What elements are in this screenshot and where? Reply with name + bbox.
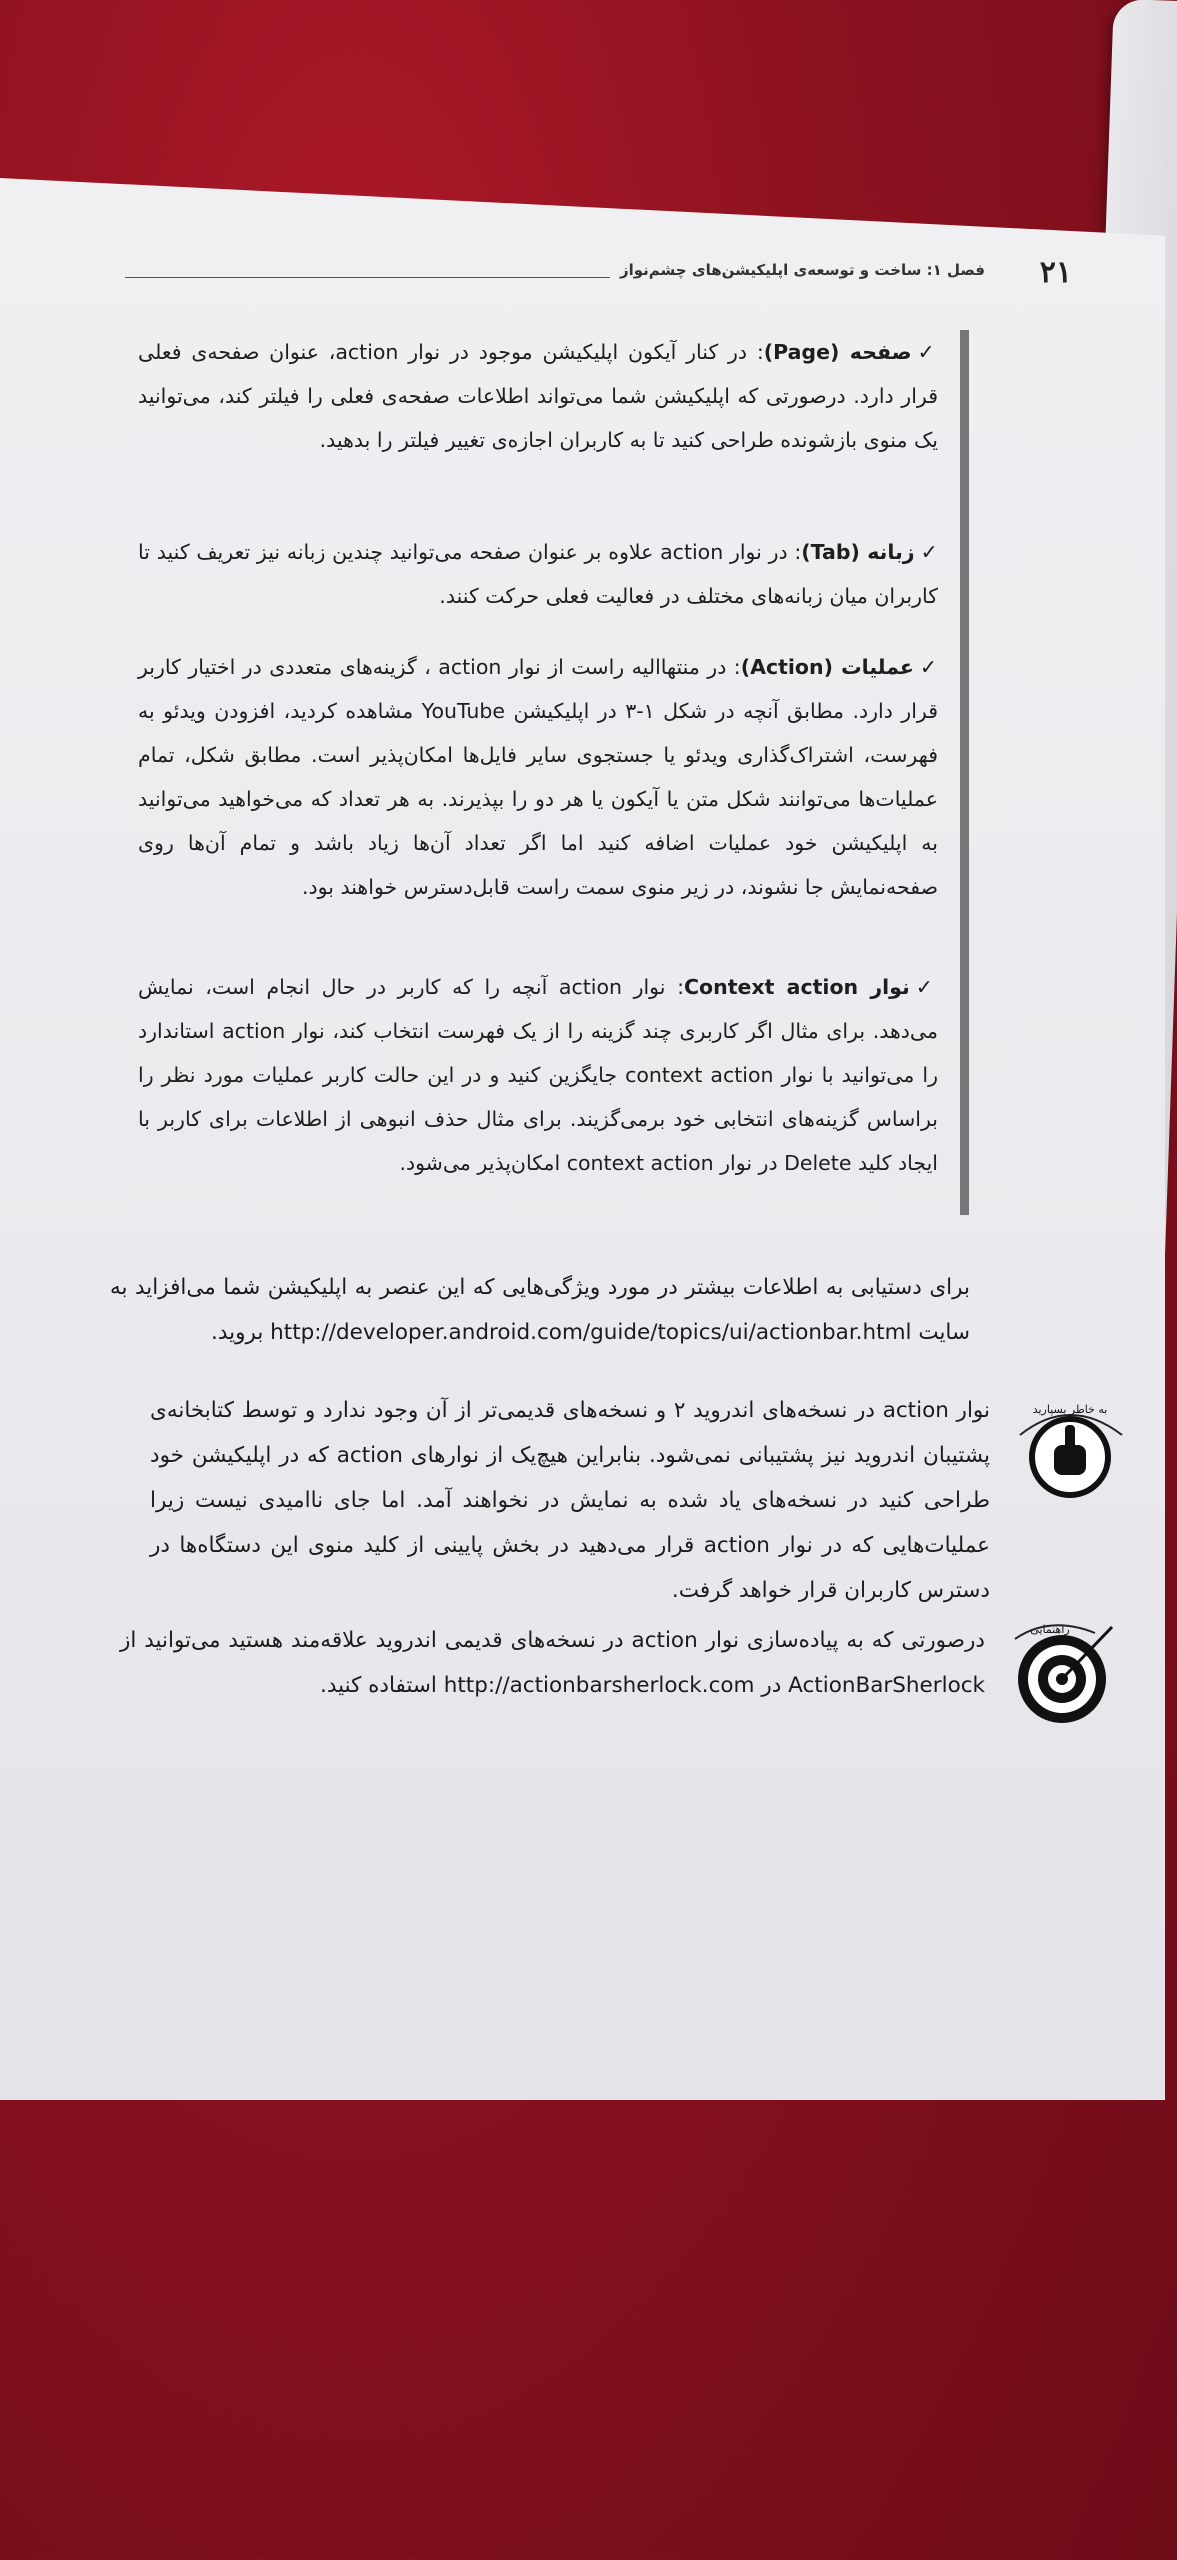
list-item-title: عملیات (Action) — [740, 655, 914, 679]
more-info-paragraph: برای دستیابی به اطلاعات بیشتر در مورد ویژگی‌هایی که این عنصر به اپلیکیشن شما می‌افزاید به سایت http://developer.android.com/guide/topics/ui/actionbar.html بروید. — [110, 1275, 970, 1345]
action-bar-elements-box — [130, 330, 969, 1215]
page-number: ۲۱ — [1039, 255, 1072, 290]
remember-note-icon — [1010, 1395, 1130, 1505]
list-item-title: زبانه (Tab) — [801, 540, 915, 564]
list-item-page — [138, 330, 938, 462]
tip-note-text: درصورتی که به پیاده‌سازی نوار action در نسخه‌های قدیمی اندروید علاقه‌مند هستید می‌توانید از ActionBarSherlock در http://actionbarsherlock.com استفاده کنید. — [120, 1628, 986, 1698]
list-item-text: : در منتهاالیه راست از نوار action ، گزینه‌های متعددی در اختیار کاربر قرار دارد. مطابق آنچه در شکل ۱-۳ در اپلیکیشن YouTube مشاهده کردید، افزودن ویدئو به فهرست، اشتراک‌گذاری ویدئو یا جستجوی سایر فایل‌ها امکان‌پذیر است. مطابق شکل، تمام عملیات‌ها می‌توانند شکل متن یا آیکون یا هر دو را بپذیرند. به هر تعداد که می‌خواهید می‌توانید به اپلیکیشن خود عملیات اضافه کنید اما اگر تعداد آن‌ها زیاد باشد و تمام آن‌ها روی صفحه‌نمایش جا نشوند، در زیر منوی سمت راست قابل‌دسترس خواهند بود. — [138, 655, 939, 899]
list-item-title: صفحه (Page) — [763, 340, 912, 364]
remember-icon-label: به خاطر بسپارید — [1032, 1403, 1108, 1416]
tip-target-icon — [1000, 1605, 1125, 1730]
list-item-context-action — [138, 965, 938, 1185]
chapter-title: فصل ۱: ساخت و توسعه‌ی اپلیکیشن‌های چشم‌نواز — [619, 261, 985, 279]
list-item-text: : در کنار آیکون اپلیکیشن موجود در نوار action، عنوان صفحه‌ی فعلی قرار دارد. درصورتی که اپلیکیشن شما می‌تواند اطلاعات صفحه‌ی فعلی را فیلتر کند، می‌توانید یک منوی بازشونده طراحی کنید تا به کاربران اجازه‌ی تغییر فیلتر را بدهید. — [138, 340, 938, 452]
list-item-tab — [138, 530, 938, 618]
remember-note-text: نوار action در نسخه‌های اندروید ۲ و نسخه‌های قدیمی‌تر از آن وجود ندارد و توسط کتابخانه‌ی پشتیبان اندروید نیز پشتیبانی نمی‌شود. بنابراین هیچ‌یک از نوارهای action که در اپلیکیشن خود طراحی کنید در نسخه‌های یاد شده به نمایش در نخواهند آمد. اما جای ناامیدی نیست زیرا عملیات‌هایی که در نوار action قرار می‌دهید در بخش پایینی از کلید منوی این دستگاه‌ها در دسترس کاربران قرار خواهد گرفت. — [150, 1398, 991, 1603]
header-rule — [125, 277, 610, 278]
list-item-text: : در نوار action علاوه بر عنوان صفحه می‌توانید چندین زبانه نیز تعریف کنید تا کاربران میان زبانه‌های مختلف در فعالیت فعلی حرکت کنند. — [138, 540, 938, 608]
checkmark-icon: ✓ — [920, 540, 938, 564]
list-item-text: : نوار action آنچه را که کاربر در حال انجام است، نمایش می‌دهد. برای مثال اگر کاربری چند گزینه را از یک فهرست انتخاب کند، نوار action استاندارد را می‌توانید با نوار context action جایگزین کنید و در این حالت کاربر عملیات مورد نظر را براساس گزینه‌های انتخابی خود برمی‌گزیند. برای مثال حذف انبوهی از اطلاعات برای کاربر با ایجاد کلید Delete در نوار context action امکان‌پذیر می‌شود. — [138, 975, 939, 1175]
list-item-action — [138, 645, 938, 909]
checkmark-icon: ✓ — [915, 975, 938, 999]
page-header — [40, 255, 1080, 295]
checkmark-icon: ✓ — [919, 655, 938, 679]
checkmark-icon: ✓ — [917, 340, 938, 364]
tip-icon-label: راهنمایی — [1030, 1623, 1070, 1636]
list-item-title: نوار Context action — [683, 975, 910, 999]
